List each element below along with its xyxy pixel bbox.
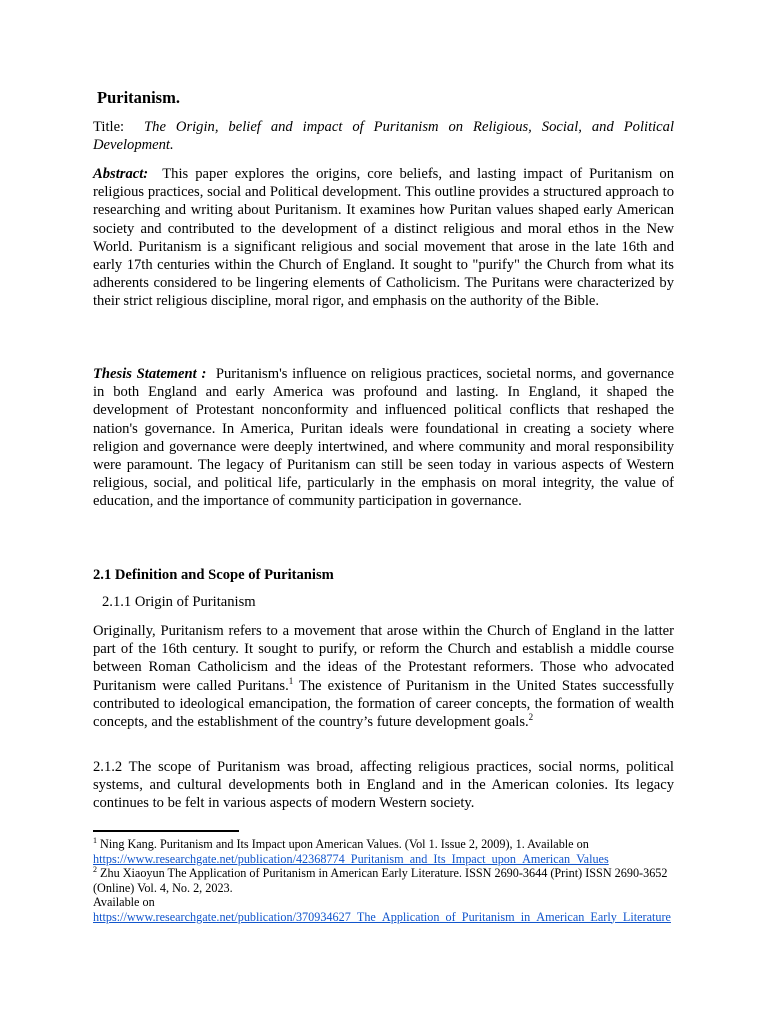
title-label: Title:	[93, 119, 125, 135]
footnote-2-link[interactable]: https://www.researchgate.net/publication/370934627_The_Application_of_Puritanism_in_American_Early_Literature	[93, 909, 671, 924]
document-heading: Puritanism.	[97, 88, 180, 107]
thesis-paragraph	[93, 365, 674, 511]
footnote-1-text: Ning Kang. Puritanism and Its Impact upon American Values. (Vol 1. Issue 2, 2009), 1. Available on	[97, 837, 589, 851]
footnote-1-link[interactable]: https://www.researchgate.net/publication/42368774_Puritanism_and_Its_Impact_upon_American_Values	[93, 851, 609, 866]
thesis-label: Thesis Statement :	[93, 366, 207, 382]
footnote-2-number: 2	[93, 864, 97, 874]
footnote-ref-1[interactable]: 1	[288, 675, 294, 686]
thesis-text: Puritanism's influence on religious practices, societal norms, and governance in both England and early America was profound and lasting. In England, it shaped the development of Protestant nonconformity and influenced political conflicts that reshaped the nation's governance. In America, Puritan ideals were foundational in creating a society where religion and governance were deeply intertwined, and where community and moral responsibility were paramount. The legacy of Puritanism can still be seen today in various aspects of Western religious, social, and political life, particularly in the emphasis on moral integrity, the value of education, and the importance of community participation in governance.	[93, 366, 674, 510]
origin-paragraph	[93, 622, 674, 731]
footnote-1-line	[93, 837, 674, 852]
origin-text-part1: Originally, Puritanism refers to a movement that arose within the Church of England in the latter part of the 16th century. It sought to purify, or reform the Church and establish a middle course between Roman Catholicism and the ideas of the Protestant reformers. Those who advocated Puritanism were called Puritans.	[93, 623, 674, 694]
title-line	[93, 118, 674, 154]
title-text: The Origin, belief and impact of Puritanism on Religious, Social, and Political Development.	[93, 119, 675, 154]
footnote-separator	[93, 830, 239, 832]
footnote-ref-2[interactable]: 2	[528, 712, 534, 723]
abstract-text: This paper explores the origins, core beliefs, and lasting impact of Puritanism on religious practices, social and Political development. This outline provides a structured approach to researching and writing about Puritanism. It examines how Puritan values shaped early American society and contributed to the development of a distinct religious and moral ethos in the New World. Puritanism is a significant religious and social movement that arose in the late 16th and early 17th centuries within the Church of England. It sought to "purify" the Church from what its adherents considered to be lingering elements of Catholicism. The Puritans were characterized by their strict religious discipline, moral rigor, and emphasis on the authority of the Bible.	[93, 166, 674, 310]
footnote-2	[93, 866, 674, 924]
origin-text-part2: The existence of Puritanism in the United States successfully contributed to ideological emancipation, the formation of career concepts, the formation of wealth concepts, and the establishment of the country’s future development goals.	[93, 677, 674, 731]
footnote-1	[93, 837, 674, 866]
abstract-label: Abstract:	[93, 166, 149, 182]
footnote-2-line	[93, 866, 674, 895]
footnote-1-number: 1	[93, 835, 97, 845]
footnote-2-text: Zhu Xiaoyun The Application of Puritanism in American Early Literature. ISSN 2690-3644 (Print) ISSN 2690-3652 (Online) Vol. 4, No. 2, 2023.	[93, 866, 668, 895]
scope-paragraph: 2.1.2 The scope of Puritanism was broad, affecting religious practices, social norms, political systems, and cultural developments both in England and in the American colonies. Its legacy continues to be felt in various aspects of modern Western society.	[93, 759, 674, 812]
footnote-2-available: Available on	[93, 895, 155, 909]
subsection-heading: 2.1.1 Origin of Puritanism	[102, 594, 256, 610]
abstract-paragraph	[93, 165, 674, 311]
section-heading: 2.1 Definition and Scope of Puritanism	[93, 567, 334, 583]
